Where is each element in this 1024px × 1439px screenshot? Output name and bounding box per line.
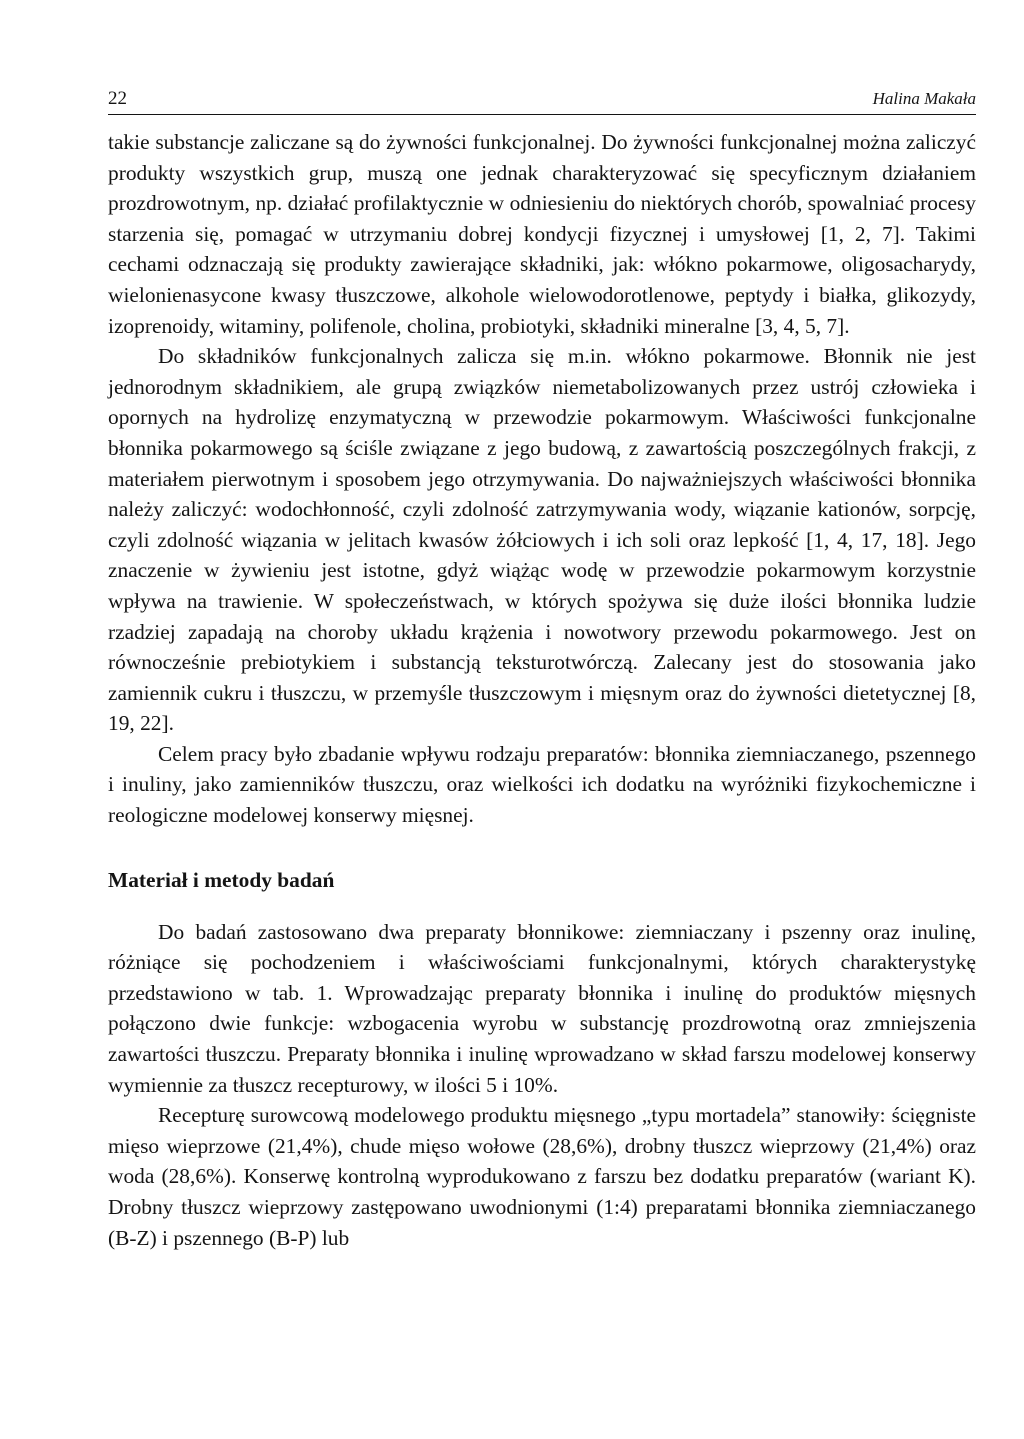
paragraph-2: Do składników funkcjonalnych zalicza się m.in. włókno pokarmowe. Błonnik nie jest jednorodnym składnikiem, ale grupą związków niemetabolizowanych przez ustrój człowieka i opornych na hydrolizę enzymatyczną w przewodzie pokarmowym. Właściwości funkcjonalne błonnika pokarmowego są ściśle związane z jego budową, z zawartością poszczególnych frakcji, z materiałem pierwotnym i sposobem jego otrzymywania. Do najważniejszych właściwości błonnika należy zaliczyć: wodochłonność, czyli zdolność zatrzymywania wody, wiązanie kationów, sorpcję, czyli zdolność wiązania w jelitach kwasów żółciowych i ich soli oraz lepkość [1, 4, 17, 18]. Jego znaczenie w żywieniu jest istotne, gdyż wiążąc wodę w przewodzie pokarmowym korzystnie wpływa na trawienie. W społeczeństwach, w których spożywa się duże ilości błonnika ludzie rzadziej zapadają na choroby układu krążenia i nowotwory przewodu pokarmowego. Jest on równocześnie prebiotykiem i substancją teksturotwórczą. Zalecany jest do stosowania jako zamiennik cukru i tłuszczu, w przemyśle tłuszczowym i mięsnym oraz do żywności dietetycznej [8, 19, 22]. (108, 344, 976, 736)
paragraph-1: takie substancje zaliczane są do żywności funkcjonalnej. Do żywności funkcjonalnej można zaliczyć produkty wszystkich grup, muszą one jednak charakteryzować się specyficznym działaniem prozdrowotnym, np. działać profilaktycznie w odniesieniu do niektórych chorób, spowalniać procesy starzenia się, pomagać w utrzymaniu dobrej kondycji fizycznej i umysłowej [1, 2, 7]. Takimi cechami odznaczają się produkty zawierające składniki, jak: włókno pokarmowe, oligosacharydy, wielonienasycone kwasy tłuszczowe, alkohole wielowodorotlenowe, peptydy i białka, glikozydy, izoprenoidy, witaminy, polifenole, cholina, probiotyki, składniki mineralne [3, 4, 5, 7]. (108, 130, 976, 338)
page-number: 22 (108, 88, 127, 109)
section-heading: Materiał i metody badań (108, 867, 335, 892)
page (108, 88, 976, 1253)
body-text (108, 127, 976, 1253)
section-paragraph-1: Do badań zastosowano dwa preparaty błonnikowe: ziemniaczany i pszenny oraz inulinę, różniące się pochodzeniem i właściwościami funkcjonalnymi, których charakterystykę przedstawiono w tab. 1. Wprowadzając preparaty błonnika i inulinę do produktów mięsnych połączono dwie funkcje: wzbogacenia wyrobu w substancję prozdrowotną oraz zmniejszenia zawartości tłuszczu. Preparaty błonnika i inulinę wprowadzano w skład farszu modelowej konserwy wymiennie za tłuszcz recepturowy, w ilości 5 i 10%. (108, 919, 976, 1097)
running-header (108, 88, 976, 115)
running-header-author: Halina Makała (872, 89, 976, 108)
section-paragraph-2: Recepturę surowcową modelowego produktu mięsnego „typu mortadela” stanowiły: ścięgniste mięso wieprzowe (21,4%), chude mięso wołowe (28,6%), drobny tłuszcz wieprzowy (21,4%) oraz woda (28,6%). Konserwę kontrolną wyprodukowano z farszu bez dodatku preparatów (wariant K). Drobny tłuszcz wieprzowy zastępowano uwodnionymi (1:4) preparatami błonnika ziemniaczanego (B-Z) i pszennego (B-P) lub (108, 1103, 976, 1250)
paragraph-3: Celem pracy było zbadanie wpływu rodzaju preparatów: błonnika ziemniaczanego, pszennego i inuliny, jako zamienników tłuszczu, oraz wielkości ich dodatku na wyróżniki fizykochemiczne i reologiczne modelowej konserwy mięsnej. (108, 741, 976, 828)
